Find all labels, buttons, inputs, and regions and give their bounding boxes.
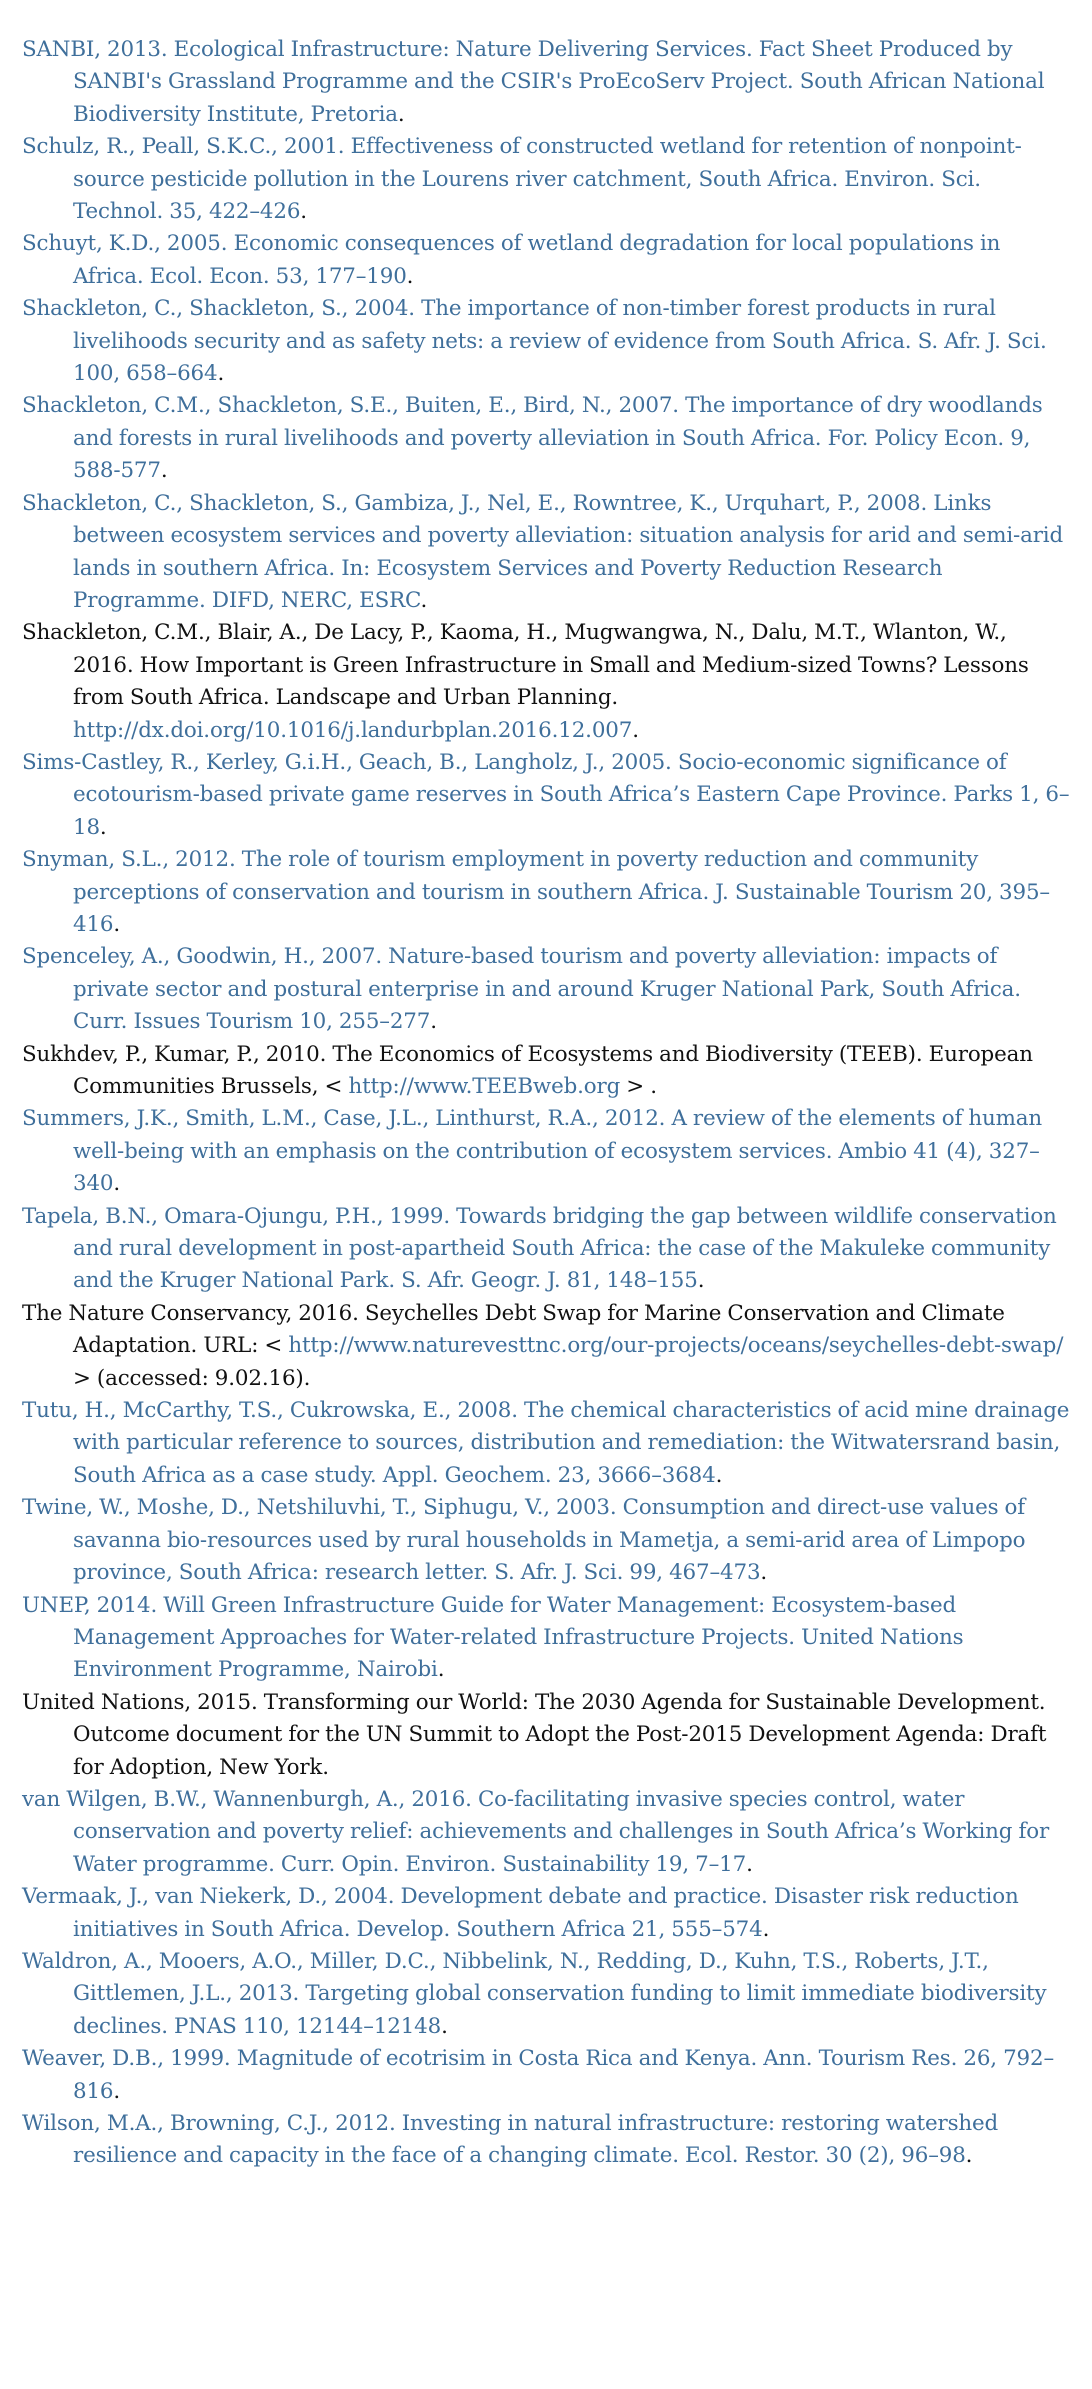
- reference-link[interactable]: Waldron, A., Mooers, A.O., Miller, D.C., Nibbelink, N., Redding, D., Kuhn, T.S., Roberts, J.T., Gittlemen, J.L., 2013. Targeting global conservation funding to limit immediate biodiversity declines. PNAS 110, 12144–12148: [22, 1948, 1047, 2039]
- reference-text: .: [420, 587, 428, 613]
- reference-text: > .: [620, 1074, 657, 1099]
- reference-text: .: [113, 2078, 121, 2104]
- reference-text: .: [99, 814, 107, 840]
- reference-entry: [22, 1103, 1070, 1200]
- reference-link[interactable]: UNEP, 2014. Will Green Infrastructure Guide for Water Management: Ecosystem-based Management Approaches for Water-related Infrastructure Projects. United Nations Environment Programme, Nairobi: [22, 1592, 964, 1683]
- reference-text: .: [965, 2143, 973, 2169]
- reference-link[interactable]: Schuyt, K.D., 2005. Economic consequences of wetland degradation for local populations in Africa. Ecol. Econ. 53, 177–190: [22, 231, 1001, 289]
- reference-text: .: [715, 1462, 723, 1488]
- reference-text: Shackleton, C.M., Blair, A., De Lacy, P., Kaoma, H., Mugwangwa, N., Dalu, M.T., Wlanton, W., 2016. How Important is Green Infrastructure in Small and Medium-sized Towns? Lessons from South Africa. Landscape and Urban Planning.: [22, 620, 1029, 711]
- reference-entry: [22, 1201, 1070, 1298]
- reference-link[interactable]: Snyman, S.L., 2012. The role of tourism employment in poverty reduction and community perceptions of conservation and tourism in southern Africa. J. Sustainable Tourism 20, 395–416: [22, 847, 1050, 937]
- reference-entry: [22, 941, 1070, 1038]
- reference-entry: [22, 747, 1070, 844]
- reference-entry: [22, 488, 1070, 618]
- reference-entry: [22, 34, 1070, 131]
- reference-entry: [22, 1590, 1070, 1687]
- reference-entry: [22, 1687, 1070, 1784]
- reference-text: .: [406, 263, 414, 289]
- reference-link[interactable]: Shackleton, C., Shackleton, S., Gambiza, J., Nel, E., Rowntree, K., Urquhart, P., 2008. Links between ecosystem services and poverty alleviation: situation analysis for arid and semi-arid lands in southern Africa. In: Ecosystem Services and Poverty Reduction Research Programme. DIFD, NERC, ESRC: [22, 490, 1064, 613]
- reference-link[interactable]: Schulz, R., Peall, S.K.C., 2001. Effectiveness of constructed wetland for retention of nonpoint-source pesticide pollution in the Lourens river catchment, South Africa. Environ. Sci. Technol. 35, 422–426: [22, 134, 1022, 225]
- reference-entry: [22, 617, 1070, 747]
- reference-list: [22, 34, 1070, 2173]
- reference-link[interactable]: http://www.TEEBweb.org: [348, 1074, 621, 1099]
- reference-link[interactable]: SANBI, 2013. Ecological Infrastructure: Nature Delivering Services. Fact Sheet Produced by SANBI's Grassland Programme and the CSIR's ProEcoServ Project. South African National Biodiversity Institute, Pretoria: [22, 37, 1045, 127]
- reference-text: .: [632, 717, 639, 743]
- reference-entry: [22, 1395, 1070, 1492]
- reference-link[interactable]: Vermaak, J., van Niekerk, D., 2004. Development debate and practice. Disaster risk reduction initiatives in South Africa. Develop. Southern Africa 21, 555–574: [22, 1884, 1019, 1942]
- reference-entry: [22, 293, 1070, 390]
- reference-entry: [22, 1039, 1070, 1104]
- reference-link[interactable]: van Wilgen, B.W., Wannenburgh, A., 2016. Co-facilitating invasive species control, water conservation and poverty relief: achievements and challenges in South Africa’s Working for Water programme. Curr. Opin. Environ. Sustainability 19, 7–17: [22, 1786, 1050, 1877]
- reference-text: .: [397, 101, 405, 127]
- reference-link[interactable]: Twine, W., Moshe, D., Netshiluvhi, T., Siphugu, V., 2003. Consumption and direct-use values of savanna bio-resources used by rural households in Mametja, a semi-arid area of Limpopo province, South Africa: research letter. S. Afr. J. Sci. 99, 467–473: [22, 1495, 1026, 1586]
- reference-text: United Nations, 2015. Transforming our World: The 2030 Agenda for Sustainable Development. Outcome document for the UN Summit to Adopt the Post-2015 Development Agenda: Draft for Adoption, New York.: [22, 1689, 1047, 1780]
- reference-link[interactable]: Tutu, H., McCarthy, T.S., Cukrowska, E., 2008. The chemical characteristics of acid mine drainage with particular reference to sources, distribution and remediation: the Witwatersrand basin, South Africa as a case study. Appl. Geochem. 23, 3666–3684: [22, 1398, 1070, 1488]
- reference-entry: [22, 844, 1070, 941]
- reference-text: .: [160, 458, 168, 484]
- reference-text: .: [113, 911, 121, 937]
- reference-text: Sukhdev, P., Kumar, P., 2010. The Economics of Ecosystems and Biodiversity (TEEB). European Communities Brussels, <: [22, 1041, 1033, 1099]
- reference-entry: [22, 2043, 1070, 2108]
- reference-link[interactable]: Weaver, D.B., 1999. Magnitude of ecotrisim in Costa Rica and Kenya. Ann. Tourism Res. 26, 792–816: [22, 2046, 1055, 2104]
- reference-text: The Nature Conservancy, 2016. Seychelles Debt Swap for Marine Conservation and Climate Adaptation. URL: <: [22, 1300, 1005, 1359]
- reference-link[interactable]: Summers, J.K., Smith, L.M., Case, J.L., Linthurst, R.A., 2012. A review of the elements of human well-being with an emphasis on the contribution of ecosystem services. Ambio 41 (4), 327–340: [22, 1106, 1042, 1197]
- reference-entry: [22, 1881, 1070, 1946]
- reference-text: .: [441, 2013, 448, 2039]
- reference-link[interactable]: Shackleton, C., Shackleton, S., 2004. The importance of non-timber forest products in rural livelihoods security and as safety nets: a review of evidence from South Africa. S. Afr. J. Sci. 100, 658–664: [22, 296, 1047, 387]
- reference-link[interactable]: Wilson, M.A., Browning, C.J., 2012. Investing in natural infrastructure: restoring watershed resilience and capacity in the face of a changing climate. Ecol. Restor. 30 (2), 96–98: [22, 2111, 999, 2169]
- reference-text: .: [217, 361, 225, 387]
- reference-entry: [22, 1784, 1070, 1881]
- reference-text: .: [762, 1916, 770, 1942]
- reference-entry: [22, 2108, 1070, 2173]
- reference-link[interactable]: http://www.naturevesttnc.org/our-projects/oceans/seychelles-debt-swap/: [288, 1333, 1064, 1359]
- reference-text: .: [437, 1657, 445, 1683]
- reference-link[interactable]: Spenceley, A., Goodwin, H., 2007. Nature-based tourism and poverty alleviation: impacts of private sector and postural enterprise in and around Kruger National Park, South Africa. Curr. Issues Tourism 10, 255–277: [22, 944, 1021, 1035]
- reference-text: .: [746, 1851, 753, 1877]
- reference-text: .: [300, 199, 307, 225]
- reference-entry: [22, 1298, 1070, 1395]
- reference-entry: [22, 1492, 1070, 1589]
- reference-entry: [22, 228, 1070, 293]
- reference-text: .: [697, 1268, 705, 1294]
- reference-text: .: [760, 1560, 768, 1586]
- reference-entry: [22, 131, 1070, 228]
- reference-entry: [22, 1946, 1070, 2043]
- reference-entry: [22, 390, 1070, 487]
- reference-link[interactable]: http://dx.doi.org/10.1016/j.landurbplan.2016.12.007: [73, 717, 633, 743]
- reference-link[interactable]: Sims-Castley, R., Kerley, G.i.H., Geach, B., Langholz, J., 2005. Socio-economic significance of ecotourism-based private game reserves in South Africa’s Eastern Cape Province. Parks 1, 6–18: [22, 749, 1070, 840]
- reference-text: .: [113, 1171, 121, 1197]
- reference-text: .: [430, 1009, 437, 1035]
- reference-text: > (accessed: 9.02.16).: [73, 1365, 311, 1391]
- reference-link[interactable]: Tapela, B.N., Omara-Ojungu, P.H., 1999. Towards bridging the gap between wildlife conservation and rural development in post-apartheid South Africa: the case of the Makuleke community and the Kruger National Park. S. Afr. Geogr. J. 81, 148–155: [22, 1203, 1057, 1294]
- reference-link[interactable]: Shackleton, C.M., Shackleton, S.E., Buiten, E., Bird, N., 2007. The importance of dry woodlands and forests in rural livelihoods and poverty alleviation in South Africa. For. Policy Econ. 9, 588-577: [22, 393, 1043, 484]
